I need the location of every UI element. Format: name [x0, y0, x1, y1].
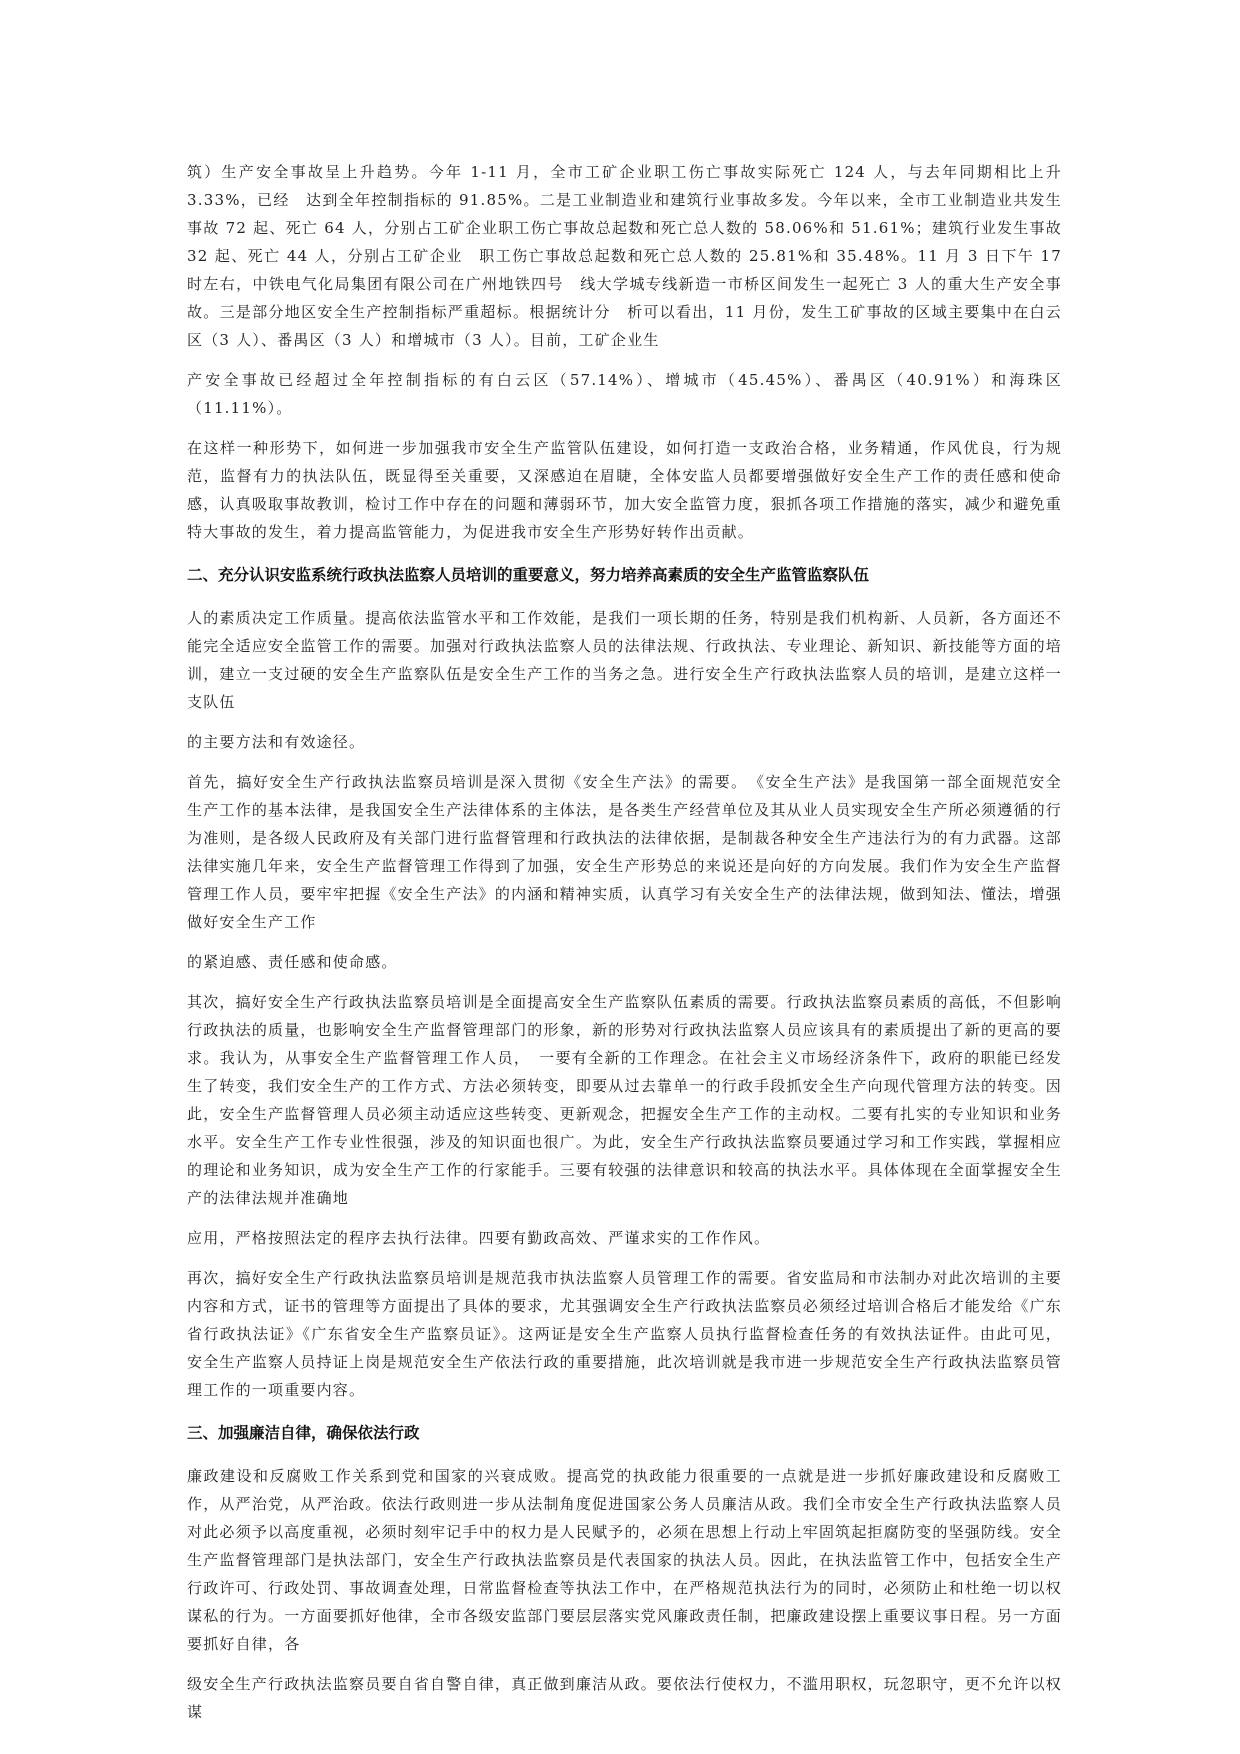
paragraph-second: 其次，搞好安全生产行政执法监察员培训是全面提高安全生产监察队伍素质的需要。行政执法监察员素质的高低，不但影响行政执法的质量，也影响安全生产监督管理部门的形象，新的形势对行政执法监察人员应该具有的素质提出了新的更高的要求。我认为，从事安全生产监督管理工作人员， 一要有全新的工作理念。在社会主义市场经济条件下，政府的职能已经发生了转变，我们安全生产的工作方式、方法必须转变，即要从过去靠单一的行政手段抓安全生产向现代管理方法的转变。因此，安全生产监督管理人员必须主动适应这些转变、更新观念，把握安全生产工作的主动权。二要有扎实的专业知识和业务水平。安全生产工作专业性很强，涉及的知识面也很广。为此，安全生产行政执法监察员要通过学习和工作实践，掌握相应的理论和业务知识，成为安全生产工作的行家能手。三要有较强的法律意识和较高的执法水平。具体体现在全面掌握安全生产的法律法规并准确地 [187, 993, 1062, 1207]
paragraph-integrity-cont: 级安全生产行政执法监察员要自省自警自律，真正做到廉洁从政。要依法行使权力，不滥用职权，玩忽职守，更不允许以权谋 [187, 1675, 1062, 1721]
paragraph-first: 首先，搞好安全生产行政执法监察员培训是深入贯彻《安全生产法》的需要。 《安全生产法》是我国第一部全面规范安全生产工作的基本法律，是我国安全生产法律体系的主体法，是各类生产经营单位及其从业人员实现安全生产所必须遵循的行为准则，是各级人民政府及有关部门进行监督管理和行政执法的法律依据，是制裁各种安全生产违法行为的有力武器。这部法律实施几年来，安全生产监督管理工作得到了加强，安全生产形势总的来说还是向好的方向发展。我们作为安全生产监督管理工作人员，要牢牢把握《安全生产法》的内涵和精神实质，认真学习有关安全生产的法律法规，做到知法、懂法，增强做好安全生产工作 [187, 773, 1062, 931]
paragraph-district-indicators: 产安全事故已经超过全年控制指标的有白云区（57.14%）、增城市（45.45%）、番禺区（40.91%）和海珠区（11.11%）。 [187, 371, 1062, 417]
section-heading-training: 二、充分认识安监系统行政执法监察人员培训的重要意义，努力培养高素质的安全生产监管监察队伍 [187, 566, 870, 584]
paragraph-integrity: 廉政建设和反腐败工作关系到党和国家的兴衰成败。提高党的执政能力很重要的一点就是进一步抓好廉政建设和反腐败工作，从严治党，从严治政。依法行政则进一步从法制角度促进国家公务人员廉洁从政。我们全市安全生产行政执法监察人员对此必须予以高度重视，必须时刻牢记手中的权力是人民赋予的，必须在思想上行动上牢固筑起拒腐防变的坚强防线。安全生产监督管理部门是执法部门，安全生产行政执法监察员是代表国家的执法人员。因此，在执法监管工作中，包括安全生产行政许可、行政处罚、事故调查处理，日常监督检查等执法工作中，在严格规范执法行为的同时，必须防止和杜绝一切以权谋私的行为。一方面要抓好他律，全市各级安监部门要层层落实党风廉政责任制，把廉政建设摆上重要议事日程。另一方面要抓好自律，各 [187, 1467, 1062, 1653]
paragraph-second-cont: 应用，严格按照法定的程序去执行法律。四要有勤政高效、严谨求实的工作作风。 [187, 1229, 771, 1247]
paragraph-first-cont: 的紧迫感、责任感和使命感。 [187, 953, 398, 971]
paragraph-quality-cont: 的主要方法和有效途径。 [187, 733, 366, 751]
paragraph-situation: 在这样一种形势下，如何进一步加强我市安全生产监管队伍建设，如何打造一支政治合格，业务精通，作风优良，行为规范，监督有力的执法队伍，既显得至关重要，又深感迫在眉睫，全体安监人员都要增强做好安全生产工作的责任感和使命感，认真吸取事故教训，检讨工作中存在的问题和薄弱环节，加大安全监管力度，狠抓各项工作措施的落实，减少和避免重特大事故的发生，着力提高监管能力，为促进我市安全生产形势好转作出贡献。 [187, 439, 1062, 541]
paragraph-third: 再次，搞好安全生产行政执法监察员培训是规范我市执法监察人员管理工作的需要。省安监局和市法制办对此次培训的主要内容和方式，证书的管理等方面提出了具体的要求，尤其强调安全生产行政执法监察员必须经过培训合格后才能发给《广东省行政执法证》《广东省安全生产监察员证》。这两证是安全生产监察人员执行监督检查任务的有效执法证件。由此可见，安全生产监察人员持证上岗是规范安全生产依法行政的重要措施，此次培训就是我市进一步规范安全生产行政执法监察员管理工作的一项重要内容。 [187, 1269, 1062, 1399]
paragraph-quality: 人的素质决定工作质量。提高依法监管水平和工作效能，是我们一项长期的任务，特别是我们机构新、人员新，各方面还不能完全适应安全监管工作的需要。加强对行政执法监察人员的法律法规、行政执法、专业理论、新知识、新技能等方面的培训，建立一支过硬的安全生产监察队伍是安全生产工作的当务之急。进行安全生产行政执法监察人员的培训，是建立这样一支队伍 [187, 609, 1062, 711]
section-heading-integrity: 三、加强廉洁自律，确保依法行政 [187, 1424, 420, 1442]
paragraph-accident-trend: 筑）生产安全事故呈上升趋势。今年 1-11 月，全市工矿企业职工伤亡事故实际死亡 124 人，与去年同期相比上升 3.33%，已经 达到全年控制指标的 91.85%。二是工业制造业和建筑行业事故多发。今年以来，全市工业制造业共发生事故 72 起、死亡 64 人，分别占工矿企业职工伤亡事故总起数和死亡总人数的 58.06%和 51.61%；建筑行业发生事故 32 起、死亡 44 人，分别占工矿企业 职工伤亡事故总起数和死亡总人数的 25.81%和 35.48%。11 月 3 日下午 17 时左右，中铁电气化局集团有限公司在广州地铁四号 线大学城专线新造一市桥区间发生一起死亡 3 人的重大生产安全事故。三是部分地区安全生产控制指标严重超标。根据统计分 析可以看出，11 月份，发生工矿事故的区域主要集中在白云区（3 人）、番禺区（3 人）和增城市（3 人）。目前，工矿企业生 [187, 163, 1062, 349]
